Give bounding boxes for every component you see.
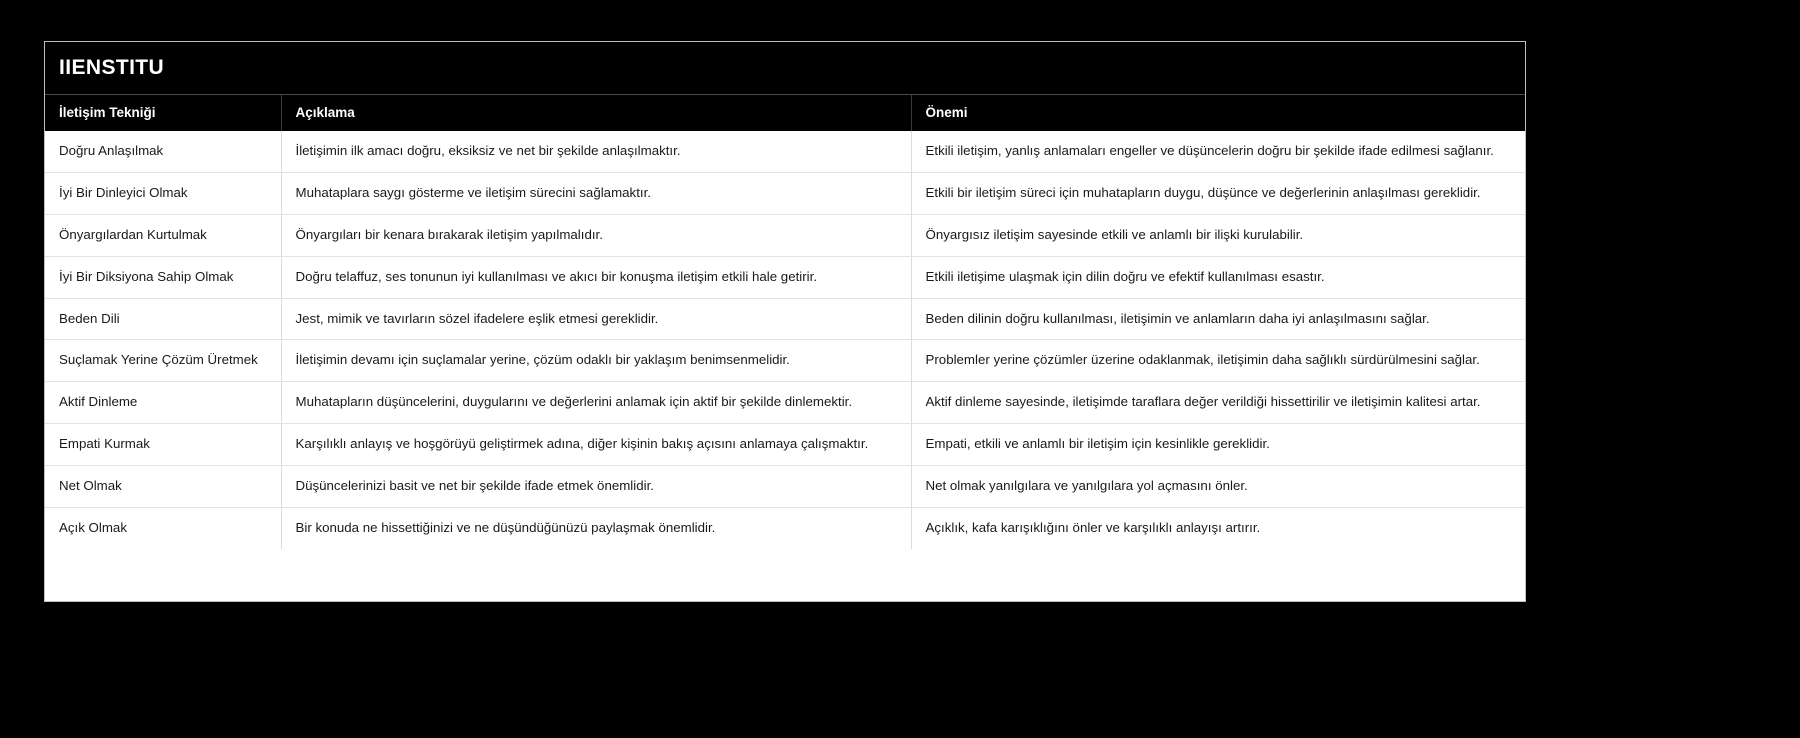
cell-importance xyxy=(911,507,1526,548)
cell-description xyxy=(281,298,911,340)
technique-text: Açık Olmak xyxy=(59,519,127,535)
cell-technique xyxy=(45,214,281,256)
cell-description xyxy=(281,340,911,382)
table-row xyxy=(45,131,1526,172)
table-head xyxy=(45,95,1526,131)
cell-importance xyxy=(911,340,1526,382)
cell-importance xyxy=(911,256,1526,298)
table-row xyxy=(45,466,1526,508)
description-text: Karşılıklı anlayış ve hoşgörüyü geliştirmek adına, diğer kişinin bakış açısını anlamaya çalışmaktır. xyxy=(295,436,869,452)
description-text: Muhataplara saygı gösterme ve iletişim sürecini sağlamaktır. xyxy=(295,184,651,200)
column-header-description: Açıklama xyxy=(281,95,911,131)
column-header-technique: İletişim Tekniği xyxy=(45,95,281,131)
table-body xyxy=(45,131,1526,549)
table-row xyxy=(45,172,1526,214)
cell-technique xyxy=(45,131,281,172)
technique-text: Beden Dili xyxy=(59,310,120,326)
importance-text: Net olmak yanılgılara ve yanılgılara yol açmasını önler. xyxy=(925,478,1248,493)
description-text: Doğru telaffuz, ses tonunun iyi kullanılması ve akıcı bir konuşma iletişim etkili hale getirir. xyxy=(295,268,818,284)
technique-text: Net Olmak xyxy=(59,478,122,493)
cell-technique xyxy=(45,507,281,548)
cell-importance xyxy=(911,172,1526,214)
cell-technique xyxy=(45,298,281,340)
technique-text: Doğru Anlaşılmak xyxy=(59,143,164,158)
importance-text: Etkili bir iletişim süreci için muhatapların duygu, düşünce ve değerlerinin anlaşılması gereklidir. xyxy=(925,184,1481,200)
technique-text: İyi Bir Diksiyona Sahip Olmak xyxy=(59,268,234,284)
table-header-row xyxy=(45,95,1526,131)
cell-technique xyxy=(45,382,281,424)
importance-text: Aktif dinleme sayesinde, iletişimde taraflara değer verildiği hissettirilir ve iletişimin kalitesi artar. xyxy=(925,394,1481,410)
cell-technique xyxy=(45,256,281,298)
cell-description xyxy=(281,172,911,214)
table-row xyxy=(45,214,1526,256)
description-text: İletişimin devamı için suçlamalar yerine, çözüm odaklı bir yaklaşım benimsenmelidir. xyxy=(295,352,790,368)
cell-technique xyxy=(45,466,281,508)
description-text: İletişimin ilk amacı doğru, eksiksiz ve net bir şekilde anlaşılmaktır. xyxy=(295,143,681,158)
cell-description xyxy=(281,214,911,256)
description-text: Önyargıları bir kenara bırakarak iletişim yapılmalıdır. xyxy=(295,226,603,242)
cell-description xyxy=(281,424,911,466)
cell-importance xyxy=(911,466,1526,508)
table-row xyxy=(45,424,1526,466)
description-text: Muhatapların düşüncelerini, duygularını ve değerlerini anlamak için aktif bir şekilde dinlemektir. xyxy=(295,394,853,410)
cell-description xyxy=(281,507,911,548)
cell-technique xyxy=(45,424,281,466)
cell-importance xyxy=(911,214,1526,256)
importance-text: Empati, etkili ve anlamlı bir iletişim için kesinlikle gereklidir. xyxy=(925,436,1270,452)
cell-description xyxy=(281,256,911,298)
cell-technique xyxy=(45,172,281,214)
importance-text: Problemler yerine çözümler üzerine odaklanmak, iletişimin daha sağlıklı sürdürülmesini sağlar. xyxy=(925,352,1480,368)
cell-description xyxy=(281,466,911,508)
importance-text: Etkili iletişime ulaşmak için dilin doğru ve efektif kullanılması esastır. xyxy=(925,268,1325,284)
brand-bar xyxy=(45,42,1525,95)
importance-text: Etkili iletişim, yanlış anlamaları engeller ve düşüncelerin doğru bir şekilde ifade edilmesi sağlanır. xyxy=(925,143,1494,158)
technique-text: Önyargılardan Kurtulmak xyxy=(59,226,207,242)
description-text: Bir konuda ne hissettiğinizi ve ne düşündüğünüzü paylaşmak önemlidir. xyxy=(295,519,716,535)
cell-importance xyxy=(911,131,1526,172)
column-header-importance: Önemi xyxy=(925,105,968,120)
cell-technique xyxy=(45,340,281,382)
table-row xyxy=(45,507,1526,548)
table-card xyxy=(44,41,1526,602)
cell-importance xyxy=(911,298,1526,340)
description-text: Jest, mimik ve tavırların sözel ifadelere eşlik etmesi gereklidir. xyxy=(295,310,659,326)
importance-text: Beden dilinin doğru kullanılması, iletişimin ve anlamların daha iyi anlaşılmasını sağlar. xyxy=(925,310,1430,326)
table-row xyxy=(45,298,1526,340)
cell-importance xyxy=(911,424,1526,466)
table-row xyxy=(45,340,1526,382)
importance-text: Açıklık, kafa karışıklığını önler ve karşılıklı anlayışı artırır. xyxy=(925,519,1261,535)
importance-text: Önyargısız iletişim sayesinde etkili ve anlamlı bir ilişki kurulabilir. xyxy=(925,226,1304,242)
table-row xyxy=(45,382,1526,424)
technique-text: Empati Kurmak xyxy=(59,436,150,452)
technique-text: Aktif Dinleme xyxy=(59,394,138,410)
cell-description xyxy=(281,382,911,424)
brand-logo: IIENSTITU xyxy=(59,56,165,79)
table-row xyxy=(45,256,1526,298)
cell-importance xyxy=(911,382,1526,424)
technique-text: Suçlamak Yerine Çözüm Üretmek xyxy=(59,352,258,368)
cell-description xyxy=(281,131,911,172)
communication-techniques-table xyxy=(45,95,1526,549)
technique-text: İyi Bir Dinleyici Olmak xyxy=(59,184,188,200)
description-text: Düşüncelerinizi basit ve net bir şekilde ifade etmek önemlidir. xyxy=(295,478,654,493)
